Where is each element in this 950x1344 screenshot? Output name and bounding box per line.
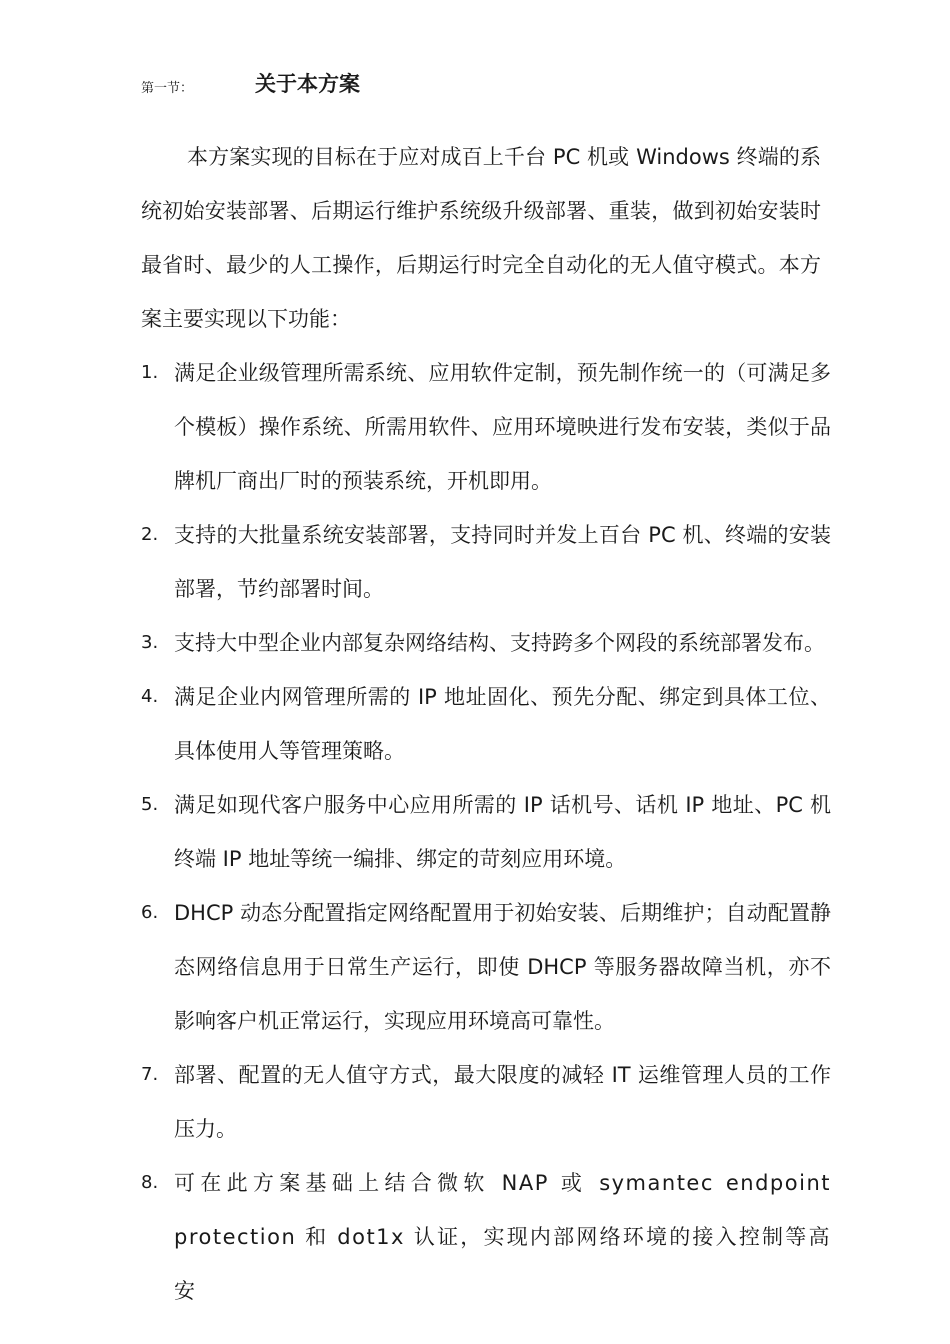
list-item (141, 1156, 831, 1318)
list-item (141, 670, 831, 778)
feature-list (141, 346, 831, 1318)
list-item (141, 778, 831, 886)
list-number: 6. (141, 902, 159, 923)
section-label: 第一节： (141, 81, 194, 96)
list-number: 3. (141, 632, 159, 653)
list-number: 7. (141, 1064, 159, 1085)
list-item (141, 886, 831, 1048)
list-number: 4. (141, 686, 159, 707)
list-item (141, 616, 831, 670)
list-number: 8. (141, 1172, 159, 1193)
list-number: 5. (141, 794, 159, 815)
list-item-text: DHCP 动态分配置指定网络配置用于初始安装、后期维护；自动配置静态网络信息用于日常生产运行，即使 DHCP 等服务器故障当机，亦不影响客户机正常运行，实现应用环境高可靠性。 (174, 901, 831, 1033)
list-number: 1. (141, 362, 159, 383)
intro-paragraph: 本方案实现的目标在于应对成百上千台 PC 机或 Windows 终端的系统初始安装部署、后期运行维护系统级升级部署、重装，做到初始安装时最省时、最少的人工操作，后期运行时完全自动化的无人值守模式。本方案主要实现以下功能： (141, 145, 821, 331)
list-number: 2. (141, 524, 159, 545)
list-item (141, 508, 831, 616)
list-item (141, 346, 831, 508)
list-item-text: 满足企业级管理所需系统、应用软件定制，预先制作统一的（可满足多个模板）操作系统、所需用软件、应用环境映进行发布安装，类似于品牌机厂商出厂时的预装系统，开机即用。 (174, 361, 831, 493)
list-item-text: 支持大中型企业内部复杂网络结构、支持跨多个网段的系统部署发布。 (174, 631, 825, 655)
list-item (141, 1048, 831, 1156)
list-item-text: 部署、配置的无人值守方式，最大限度的减轻 IT 运维管理人员的工作压力。 (174, 1063, 831, 1141)
list-item-text: 满足企业内网管理所需的 IP 地址固化、预先分配、绑定到具体工位、具体使用人等管理策略。 (174, 685, 831, 763)
list-item-text: 支持的大批量系统安装部署，支持同时并发上百台 PC 机、终端的安装部署，节约部署时间。 (174, 523, 831, 601)
list-item-text: 可在此方案基础上结合微软 NAP 或 symantec endpoint protection 和 dot1x 认证，实现内部网络环境的接入控制等高安 (174, 1171, 831, 1303)
list-item-text: 满足如现代客户服务中心应用所需的 IP 话机号、话机 IP 地址、PC 机终端 IP 地址等统一编排、绑定的苛刻应用环境。 (174, 793, 831, 871)
section-title: 关于本方案 (255, 72, 360, 96)
